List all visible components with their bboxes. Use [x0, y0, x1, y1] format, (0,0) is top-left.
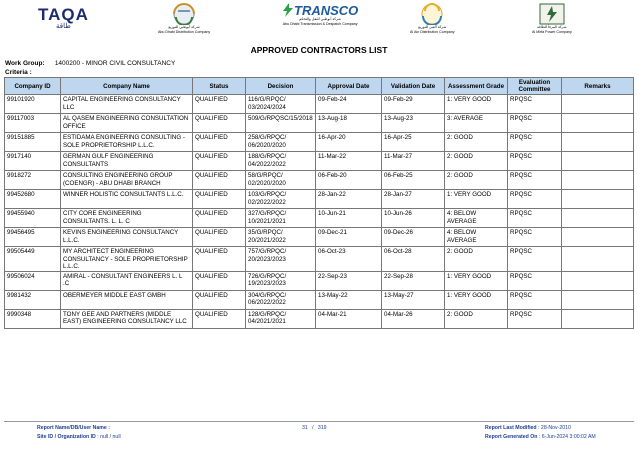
- cell-evaluation-committee: RPQSC: [508, 133, 562, 152]
- col-approval-date: Approval Date: [316, 78, 382, 95]
- cell-decision: 258/G/RPQC/ 06/2020/2020: [246, 133, 316, 152]
- cell-approval-date: 22-Sep-23: [316, 272, 382, 291]
- cell-status: QUALIFIED: [193, 133, 246, 152]
- cell-status: QUALIFIED: [193, 114, 246, 133]
- table-row: [5, 190, 634, 209]
- transco-logo-caption: Abu Dhabi Transmission & Despatch Company: [282, 21, 358, 26]
- cell-company-id: 9981432: [5, 291, 61, 310]
- footer-site: [37, 434, 121, 440]
- cell-company-id: 99117003: [5, 114, 61, 133]
- amp-logo: [532, 3, 572, 37]
- criteria: [5, 69, 53, 76]
- cell-validation-date: 10-Jun-26: [382, 209, 445, 228]
- footer-report-name: [37, 425, 110, 431]
- work-group: [5, 60, 175, 67]
- cell-company-id: 99151885: [5, 133, 61, 152]
- contractors-table: [4, 77, 634, 329]
- cell-approval-date: 11-Mar-22: [316, 152, 382, 171]
- cell-assessment-grade: 4: BELOW AVERAGE: [445, 209, 508, 228]
- cell-decision: 58/G/RPQC/ 02/2020/2020: [246, 171, 316, 190]
- header-logos: [0, 0, 638, 40]
- cell-decision: 726/G/RPQC/ 19/2023/2023: [246, 272, 316, 291]
- taqa-logo-arabic: طاقة: [56, 23, 71, 30]
- cell-status: QUALIFIED: [193, 95, 246, 114]
- cell-remarks: [562, 95, 634, 114]
- cell-validation-date: 13-May-27: [382, 291, 445, 310]
- cell-validation-date: 11-Mar-27: [382, 152, 445, 171]
- col-company-name: Company Name: [61, 78, 193, 95]
- footer-site-label: Site ID / Organization ID: [37, 434, 96, 440]
- table-row: [5, 171, 634, 190]
- cell-status: QUALIFIED: [193, 152, 246, 171]
- cell-evaluation-committee: RPQSC: [508, 95, 562, 114]
- cell-decision: 327/G/RPQC/ 10/2021/2021: [246, 209, 316, 228]
- addc-emblem-icon: [167, 3, 201, 25]
- taqa-logo: [38, 6, 89, 40]
- cell-status: QUALIFIED: [193, 190, 246, 209]
- cell-company-id: 99455940: [5, 209, 61, 228]
- cell-company-name: AL QASEM ENGINEERING CONSULTATION OFFICE: [61, 114, 193, 133]
- table-row: [5, 152, 634, 171]
- page-title: APPROVED CONTRACTORS LIST: [250, 45, 388, 55]
- cell-assessment-grade: 3: AVERAGE: [445, 114, 508, 133]
- cell-company-name: GERMAN GULF ENGINEERING CONSULTANTS: [61, 152, 193, 171]
- cell-approval-date: 06-Feb-20: [316, 171, 382, 190]
- cell-assessment-grade: 2: GOOD: [445, 133, 508, 152]
- page-indicator: [302, 425, 327, 431]
- cell-validation-date: 16-Apr-25: [382, 133, 445, 152]
- table-row: [5, 209, 634, 228]
- cell-approval-date: 28-Jan-22: [316, 190, 382, 209]
- cell-assessment-grade: 1: VERY GOOD: [445, 291, 508, 310]
- table-row: [5, 95, 634, 114]
- footer-divider: [4, 421, 634, 422]
- cell-remarks: [562, 310, 634, 329]
- col-remarks: Remarks: [562, 78, 634, 95]
- cell-remarks: [562, 272, 634, 291]
- cell-company-name: CAPITAL ENGINEERING CONSULTANCY LLC: [61, 95, 193, 114]
- cell-approval-date: 09-Feb-24: [316, 95, 382, 114]
- work-group-label: Work Group:: [5, 60, 45, 67]
- aadc-logo: [410, 3, 455, 37]
- cell-evaluation-committee: RPQSC: [508, 171, 562, 190]
- cell-company-id: 99505449: [5, 247, 61, 272]
- table-row: [5, 247, 634, 272]
- aadc-emblem-icon: [415, 3, 449, 25]
- cell-approval-date: 04-Mar-21: [316, 310, 382, 329]
- cell-status: QUALIFIED: [193, 247, 246, 272]
- cell-assessment-grade: 2: GOOD: [445, 171, 508, 190]
- cell-company-name: KEVINS ENGINEERING CONSULTANCY L.L.C.: [61, 228, 193, 247]
- cell-company-id: 99456495: [5, 228, 61, 247]
- col-validation-date: Validation Date: [382, 78, 445, 95]
- cell-approval-date: 06-Oct-23: [316, 247, 382, 272]
- footer-last-modified-value: : 28-Nov-2010: [538, 425, 571, 431]
- cell-validation-date: 28-Jan-27: [382, 190, 445, 209]
- cell-assessment-grade: 2: GOOD: [445, 247, 508, 272]
- transco-logo-arabic: شركة أبوظبي للنقل والتحكم: [299, 17, 342, 21]
- page-current: 31: [302, 425, 308, 431]
- cell-status: QUALIFIED: [193, 228, 246, 247]
- cell-company-name: TONY GEE AND PARTNERS (MIDDLE EAST) ENGINEERING CONSULTANCY LLC: [61, 310, 193, 329]
- footer-generated-label: Report Generated On: [485, 434, 538, 440]
- amp-emblem-icon: [539, 3, 565, 25]
- page-total: 319: [317, 425, 327, 431]
- cell-status: QUALIFIED: [193, 310, 246, 329]
- cell-remarks: [562, 190, 634, 209]
- cell-remarks: [562, 171, 634, 190]
- transco-bolt-icon: [282, 3, 294, 17]
- cell-validation-date: 09-Dec-26: [382, 228, 445, 247]
- col-company-id: Company ID: [5, 78, 61, 95]
- cell-approval-date: 10-Jun-21: [316, 209, 382, 228]
- table-row: [5, 228, 634, 247]
- table-body: [5, 95, 634, 329]
- cell-company-id: 99506024: [5, 272, 61, 291]
- page-separator: /: [312, 425, 314, 431]
- cell-decision: 103/G/RPQC/ 02/2022/2022: [246, 190, 316, 209]
- cell-company-name: MY ARCHITECT ENGINEERING CONSULTANCY - SOLE PROPRIETORSHIP L.L.C.: [61, 247, 193, 272]
- cell-decision: 509/G/RPQSC/15/2018: [246, 114, 316, 133]
- footer-last-modified-label: Report Last Modified: [485, 425, 537, 431]
- col-evaluation-committee: Evaluation Committee: [508, 78, 562, 95]
- cell-decision: 128/G/RPQC/ 04/2021/2021: [246, 310, 316, 329]
- cell-decision: 757/G/RPQC/ 20/2023/2023: [246, 247, 316, 272]
- cell-validation-date: 22-Sep-28: [382, 272, 445, 291]
- cell-company-id: 9917140: [5, 152, 61, 171]
- cell-assessment-grade: 1: VERY GOOD: [445, 95, 508, 114]
- addc-logo-arabic: شركة أبوظبي للتوزيع: [168, 25, 200, 29]
- cell-evaluation-committee: RPQSC: [508, 247, 562, 272]
- footer-site-value: : null / null: [97, 434, 121, 440]
- cell-company-name: CITY CORE ENGINEERING CONSULTANTS. L. L. C: [61, 209, 193, 228]
- cell-assessment-grade: 2: GOOD: [445, 152, 508, 171]
- cell-company-id: 99452680: [5, 190, 61, 209]
- addc-logo: [158, 3, 210, 37]
- table-row: [5, 272, 634, 291]
- cell-decision: 188/G/RPQC/ 04/2022/2022: [246, 152, 316, 171]
- cell-remarks: [562, 247, 634, 272]
- table-row: [5, 291, 634, 310]
- cell-approval-date: 16-Apr-20: [316, 133, 382, 152]
- cell-evaluation-committee: RPQSC: [508, 272, 562, 291]
- cell-decision: 35/G/RPQC/ 20/2021/2022: [246, 228, 316, 247]
- cell-validation-date: 04-Mar-26: [382, 310, 445, 329]
- cell-assessment-grade: 1: VERY GOOD: [445, 272, 508, 291]
- transco-logo: [282, 3, 358, 37]
- cell-company-id: 99101920: [5, 95, 61, 114]
- table-row: [5, 310, 634, 329]
- cell-validation-date: 06-Oct-28: [382, 247, 445, 272]
- cell-remarks: [562, 209, 634, 228]
- cell-status: QUALIFIED: [193, 291, 246, 310]
- cell-remarks: [562, 152, 634, 171]
- taqa-logo-word: TAQA: [38, 5, 89, 24]
- footer-generated-value: : 6-Jun-2024 3:00:02 AM: [538, 434, 596, 440]
- cell-evaluation-committee: RPQSC: [508, 152, 562, 171]
- footer-generated: [485, 434, 596, 440]
- cell-evaluation-committee: RPQSC: [508, 190, 562, 209]
- cell-status: QUALIFIED: [193, 171, 246, 190]
- cell-remarks: [562, 228, 634, 247]
- cell-approval-date: 13-May-22: [316, 291, 382, 310]
- table-header-row: [5, 78, 634, 95]
- cell-status: QUALIFIED: [193, 209, 246, 228]
- cell-evaluation-committee: RPQSC: [508, 209, 562, 228]
- cell-assessment-grade: 2: GOOD: [445, 310, 508, 329]
- cell-company-name: ESTIDAMA ENGINEERING CONSULTING - SOLE PROPRIETORSHIP L.L.C.: [61, 133, 193, 152]
- col-status: Status: [193, 78, 246, 95]
- table-row: [5, 114, 634, 133]
- work-group-value: 1400200 - MINOR CIVIL CONSULTANCY: [54, 60, 176, 67]
- transco-logo-word: TRANSCO: [294, 2, 359, 18]
- amp-logo-caption: Al Mirfa Power Company: [532, 29, 572, 34]
- cell-assessment-grade: 1: VERY GOOD: [445, 190, 508, 209]
- cell-decision: 304/G/RPQC/ 06/2022/2022: [246, 291, 316, 310]
- col-decision: Decision: [246, 78, 316, 95]
- cell-evaluation-committee: RPQSC: [508, 310, 562, 329]
- cell-status: QUALIFIED: [193, 272, 246, 291]
- cell-remarks: [562, 114, 634, 133]
- cell-approval-date: 13-Aug-18: [316, 114, 382, 133]
- cell-evaluation-committee: RPQSC: [508, 114, 562, 133]
- aadc-logo-caption: Al Ain Distribution Company: [410, 29, 455, 34]
- cell-validation-date: 13-Aug-23: [382, 114, 445, 133]
- cell-remarks: [562, 133, 634, 152]
- cell-company-id: 9990348: [5, 310, 61, 329]
- cell-evaluation-committee: RPQSC: [508, 228, 562, 247]
- table-row: [5, 133, 634, 152]
- cell-validation-date: 09-Feb-29: [382, 95, 445, 114]
- cell-company-name: CONSULTING ENGINEERING GROUP (COENGR) - ABU DHABI BRANCH: [61, 171, 193, 190]
- criteria-label: Criteria :: [5, 69, 32, 76]
- cell-company-name: OBERMEYER MIDDLE EAST GMBH: [61, 291, 193, 310]
- footer-report-name-label: Report Name/DB/User Name :: [37, 425, 110, 431]
- cell-approval-date: 09-Dec-21: [316, 228, 382, 247]
- cell-validation-date: 06-Feb-25: [382, 171, 445, 190]
- cell-evaluation-committee: RPQSC: [508, 291, 562, 310]
- cell-company-id: 9918272: [5, 171, 61, 190]
- footer-last-modified: [485, 425, 571, 431]
- col-assessment-grade: Assessment Grade: [445, 78, 508, 95]
- cell-company-name: AMIRAL - CONSULTANT ENGINEERS L. L .C: [61, 272, 193, 291]
- cell-assessment-grade: 4: BELOW AVERAGE: [445, 228, 508, 247]
- aadc-logo-arabic: شركة العين للتوزيع: [418, 25, 447, 29]
- cell-company-name: WINNER HOLISTIC CONSULTANTS L.L.C.: [61, 190, 193, 209]
- cell-remarks: [562, 291, 634, 310]
- amp-logo-arabic: شركة المرفأ للطاقة: [537, 25, 567, 29]
- addc-logo-caption: Abu Dhabi Distribution Company: [158, 29, 211, 34]
- cell-decision: 116/G/RPQC/ 03/2024/2024: [246, 95, 316, 114]
